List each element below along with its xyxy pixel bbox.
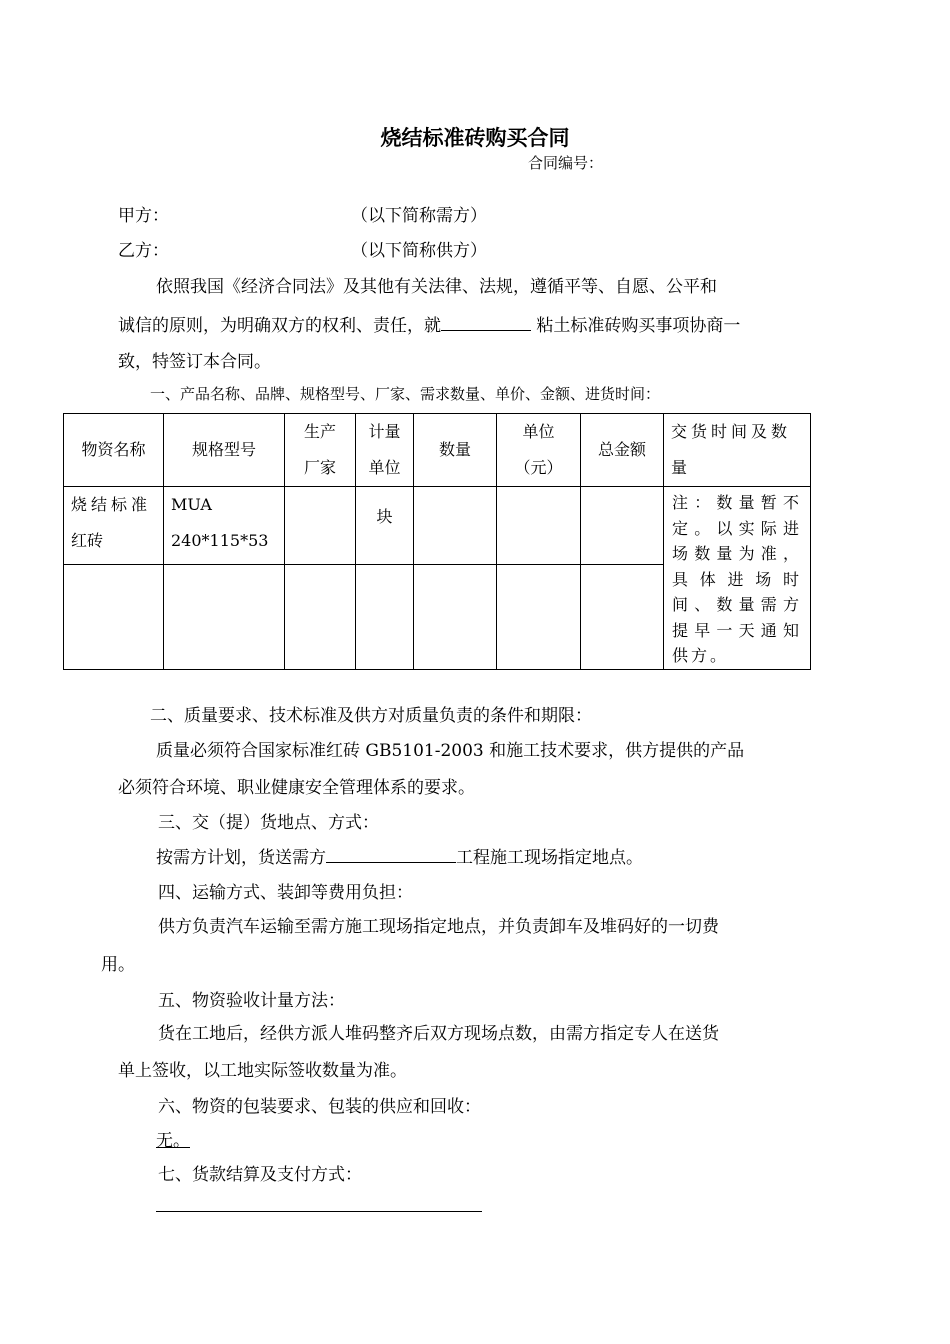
header-price-line-1: 单位 — [522, 422, 555, 441]
row1-name-line-1: 烧结标准 — [71, 495, 152, 514]
cell-delivery-note — [664, 487, 811, 670]
cell-row2-qty — [414, 565, 497, 669]
header-maker-line-2: 厂家 — [303, 458, 336, 477]
payment-terms-blank-line — [156, 1211, 482, 1212]
row1-name-line-2: 红砖 — [71, 531, 104, 550]
cell-row1-maker — [285, 487, 356, 565]
party-b-note: （以下简称供方） — [351, 241, 487, 261]
row1-spec-line-2: 240*115*53 — [171, 531, 269, 550]
page-title: 烧结标准砖购买合同 — [380, 125, 570, 150]
header-unit — [356, 414, 414, 487]
header-name: 物资名称 — [64, 414, 164, 487]
cell-row1-unit: 块 — [356, 487, 414, 565]
party-a-note: （以下简称需方） — [351, 206, 487, 226]
intro-line-3: 致，特签订本合同。 — [118, 352, 271, 372]
table-header-row — [64, 414, 811, 487]
section-2-paragraph-line-2: 必须符合环境、职业健康安全管理体系的要求。 — [118, 778, 475, 798]
section-5-paragraph-line-2: 单上签收，以工地实际签收数量为准。 — [118, 1061, 407, 1081]
section-3-text-start: 按需方计划，货送需方 — [156, 848, 326, 868]
intro-line-2 — [118, 311, 740, 336]
cell-row1-total — [581, 487, 664, 565]
section-5-paragraph-line-1: 货在工地后，经供方派人堆码整齐后双方现场点数，由需方指定专人在送货 — [158, 1024, 719, 1044]
header-delivery-line-1: 交货时间及数 — [671, 422, 792, 441]
header-delivery-line-2: 量 — [671, 458, 688, 477]
project-blank-underline — [326, 845, 456, 863]
section-7-heading: 七、货款结算及支付方式： — [158, 1165, 362, 1185]
cell-row2-unit — [356, 565, 414, 669]
intro-line-2-end: 粘土标准砖购买事项协商一 — [531, 316, 741, 336]
section-3-text-end: 工程施工现场指定地点。 — [456, 848, 643, 868]
section-3-heading: 三、交（提）货地点、方式： — [158, 813, 379, 833]
cell-row1-price — [497, 487, 581, 565]
cell-row2-spec — [164, 565, 285, 669]
section-1-heading: 一、产品名称、品牌、规格型号、厂家、需求数量、单价、金额、进货时间： — [150, 385, 661, 403]
party-a-label: 甲方： — [118, 206, 169, 226]
section-6-paragraph: 无。 — [156, 1131, 190, 1151]
cell-row2-maker — [285, 565, 356, 669]
header-spec: 规格型号 — [164, 414, 285, 487]
section-3-paragraph — [156, 843, 643, 868]
intro-line-1: 依照我国《经济合同法》及其他有关法律、法规，遵循平等、自愿、公平和 — [156, 277, 717, 297]
section-5-heading: 五、物资验收计量方法： — [158, 991, 345, 1011]
product-blank-underline — [441, 313, 531, 331]
header-qty: 数量 — [414, 414, 497, 487]
header-maker — [285, 414, 356, 487]
cell-row1-name — [64, 487, 164, 565]
intro-line-2-start: 诚信的原则，为明确双方的权利、责任，就 — [118, 316, 441, 336]
cell-row2-total — [581, 565, 664, 669]
contract-number-label: 合同编号： — [528, 154, 604, 172]
section-4-paragraph-line-1: 供方负责汽车运输至需方施工现场指定地点，并负责卸车及堆码好的一切费 — [158, 917, 719, 937]
row1-spec-line-1: MUA — [171, 495, 212, 514]
header-unit-line-2: 单位 — [368, 458, 401, 477]
section-4-heading: 四、运输方式、装卸等费用负担： — [158, 883, 413, 903]
cell-row1-qty — [414, 487, 497, 565]
cell-row2-price — [497, 565, 581, 669]
delivery-note-text: 注：数量暂不定。以实际进场数量为准，具体进场时间、数量需方提早一天通知供方。 — [672, 493, 802, 665]
header-maker-line-1: 生产 — [303, 422, 336, 441]
header-price-line-2: （元） — [514, 458, 563, 477]
header-total: 总金额 — [581, 414, 664, 487]
cell-row2-name — [64, 565, 164, 669]
section-2-paragraph-line-1: 质量必须符合国家标准红砖 GB5101-2003 和施工技术要求，供方提供的产品 — [156, 741, 745, 761]
section-2-heading: 二、质量要求、技术标准及供方对质量负责的条件和期限： — [150, 706, 592, 726]
section-4-paragraph-line-2: 用。 — [101, 955, 135, 975]
header-price — [497, 414, 581, 487]
table-row — [64, 487, 811, 565]
cell-row1-spec — [164, 487, 285, 565]
header-unit-line-1: 计量 — [368, 422, 401, 441]
product-table — [63, 413, 811, 670]
section-6-heading: 六、物资的包装要求、包装的供应和回收： — [158, 1097, 481, 1117]
party-b-label: 乙方： — [118, 241, 169, 261]
header-delivery — [664, 414, 811, 487]
